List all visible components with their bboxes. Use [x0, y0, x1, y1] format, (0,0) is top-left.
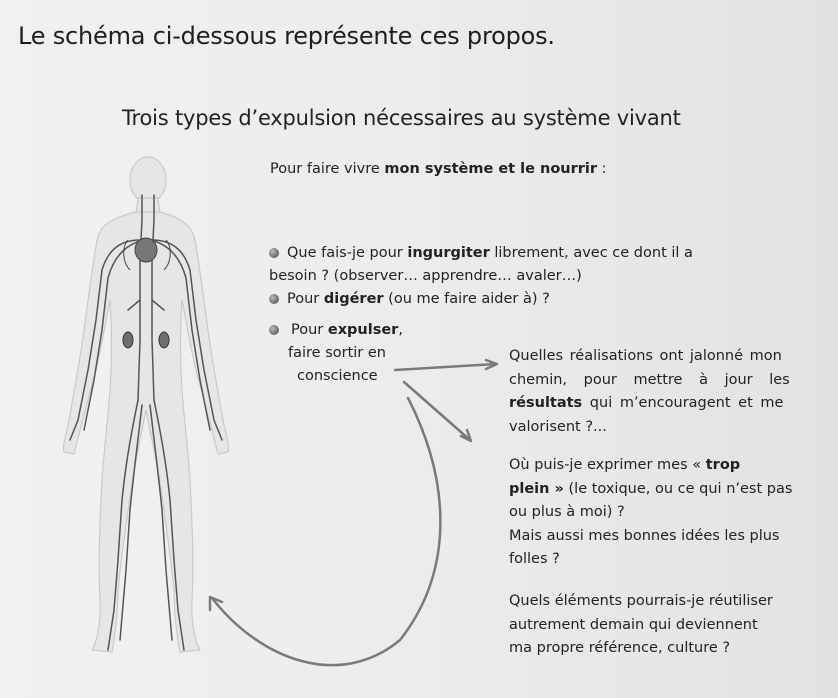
- lead-prefix: Pour faire vivre: [270, 161, 385, 177]
- question-trop-plein: [509, 454, 792, 572]
- bullet-keyword: expulser: [327, 322, 399, 338]
- question-line: qui m’encouragent et me: [582, 395, 784, 411]
- bullet-text: Que fais-je pour: [287, 245, 408, 261]
- question-realisations: [509, 345, 790, 439]
- intro-text: Le schéma ci-dessous représente ces propos.: [18, 22, 555, 50]
- question-line: Où puis-je exprimer mes «: [509, 457, 706, 473]
- question-line: folles ?: [509, 551, 560, 567]
- bullet-text: ,: [398, 322, 403, 338]
- question-line: Mais aussi mes bonnes idées les plus: [509, 527, 780, 544]
- question-keyword: trop: [705, 457, 741, 473]
- question-line: Quelles réalisations ont jalonné mon: [509, 348, 782, 364]
- question-keyword: résultats: [509, 395, 583, 411]
- diagram-title: Trois types d’expulsion nécessaires au système vivant: [122, 106, 681, 130]
- question-line: ou plus à moi) ?: [509, 504, 625, 520]
- bullet-text-line2: besoin ? (observer… apprendre… avaler…): [269, 268, 582, 284]
- question-line: ma propre référence, culture ?: [509, 640, 731, 656]
- bullet-keyword: ingurgiter: [407, 245, 490, 261]
- question-line: (le toxique, ou ce qui n’est pas: [563, 480, 793, 497]
- bullet-text: Pour: [291, 322, 328, 338]
- question-reutiliser: [509, 590, 773, 661]
- question-line: valorisent ?...: [509, 418, 607, 435]
- arrow-to-realisations: [395, 364, 496, 370]
- lead-bold: mon système et le nourrir: [384, 161, 598, 177]
- bullet-digerer: [269, 288, 550, 311]
- lead-text: [270, 161, 607, 177]
- bullet-dot-icon: [269, 325, 279, 335]
- question-line: Quels éléments pourrais-je réutiliser: [509, 593, 773, 609]
- bullet-expulser: [269, 319, 403, 388]
- bullet-dot-icon: [269, 294, 279, 304]
- flow-arrows: [210, 360, 497, 665]
- bullet-text: Pour: [287, 291, 324, 307]
- body-silhouette: [63, 157, 228, 652]
- question-keyword: plein »: [509, 480, 564, 497]
- question-line: chemin, pour mettre à jour les: [509, 371, 790, 388]
- bullet-text: (ou me faire aider à) ?: [383, 291, 550, 307]
- bullet-dot-icon: [269, 248, 279, 258]
- return-arrow: [212, 398, 440, 665]
- bullet-ingurgiter: [269, 242, 693, 288]
- bullet-text-line3: conscience: [297, 368, 378, 384]
- bullet-text: librement, avec ce dont il a: [489, 245, 693, 261]
- bullet-text-line2: faire sortir en: [288, 345, 386, 361]
- question-line: autrement demain qui deviennent: [509, 616, 758, 633]
- lead-suffix: :: [597, 161, 607, 177]
- bullet-keyword: digérer: [323, 291, 384, 307]
